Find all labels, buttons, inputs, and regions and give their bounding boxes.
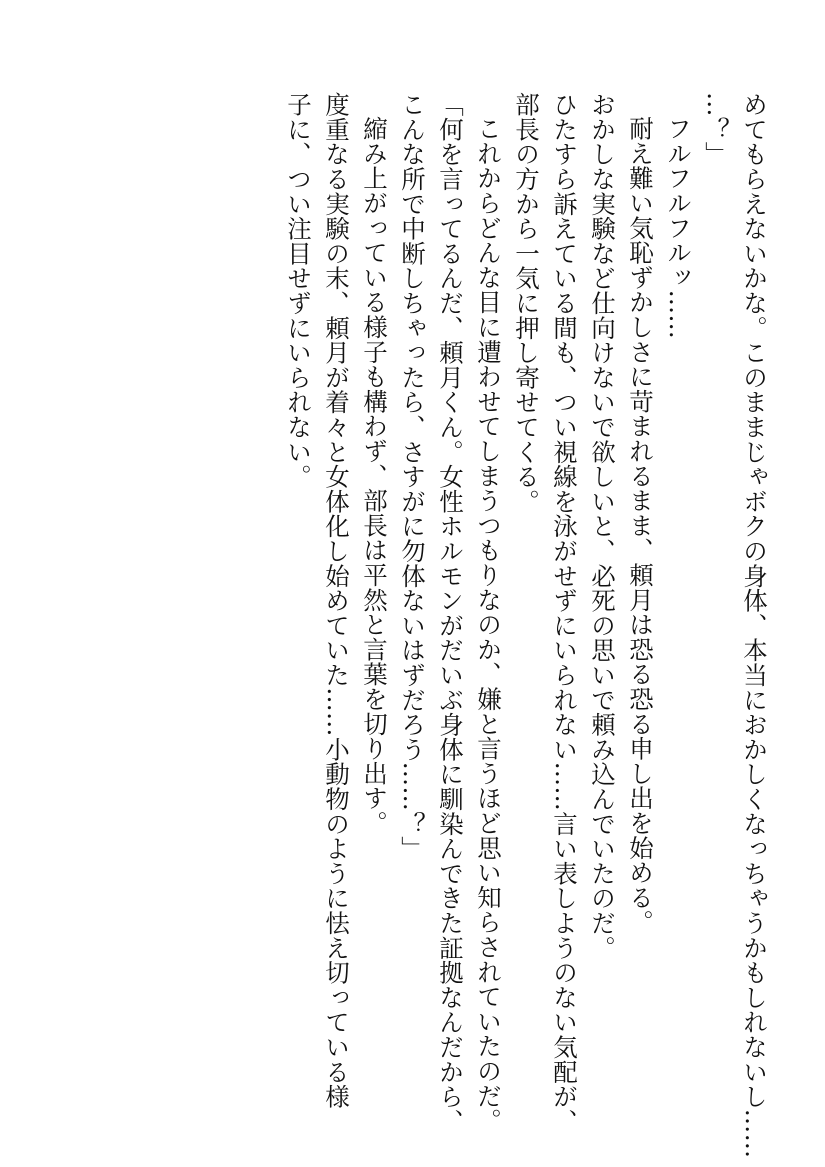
text-line-11: 縮み上がっている様子も構わず、部長は平然と言葉を切り出す。 — [360, 116, 389, 836]
vertical-text-body — [279, 92, 773, 1159]
text-line-6: ひたすら訴えている間も、つい視線を泳がせずにいられない……言い表しようのない気配が、 — [550, 92, 579, 1134]
text-line-1: めてもらえないかな。このままじゃボクの身体、本当におかしくなっちゃうかもしれないし…… — [740, 92, 769, 1159]
text-line-9: 「何を言ってるんだ、頼月くん。女性ホルモンがだいぶ身体に馴染んできた証拠なんだから、 — [436, 92, 465, 1134]
text-line-12: 度重なる実験の末、頼月が着々と女体化し始めていた……小動物のように怯え切っている様 — [322, 92, 351, 1109]
text-line-2: …？」 — [702, 92, 731, 167]
text-line-5: おかしな実験など仕向けないで欲しいと、必死の思いで頼み込んでいたのだ。 — [588, 92, 617, 960]
text-line-13: 子に、つい注目せずにいられない。 — [284, 92, 313, 489]
text-line-3: フルフルフルッ…… — [664, 116, 693, 340]
text-line-8: これからどんな目に遭わせてしまうつもりなのか、嫌と言うほど思い知らされていたのだ。 — [474, 116, 503, 1133]
text-line-7: 部長の方から一気に押し寄せてくる。 — [512, 92, 541, 514]
text-line-10: こんな所で中断しちゃったら、さすがに勿体ないはずだろう……？」 — [398, 92, 427, 861]
text-line-4: 耐え難い気恥ずかしさに苛まれるまま、頼月は恐る恐る申し出を始める。 — [626, 116, 655, 935]
